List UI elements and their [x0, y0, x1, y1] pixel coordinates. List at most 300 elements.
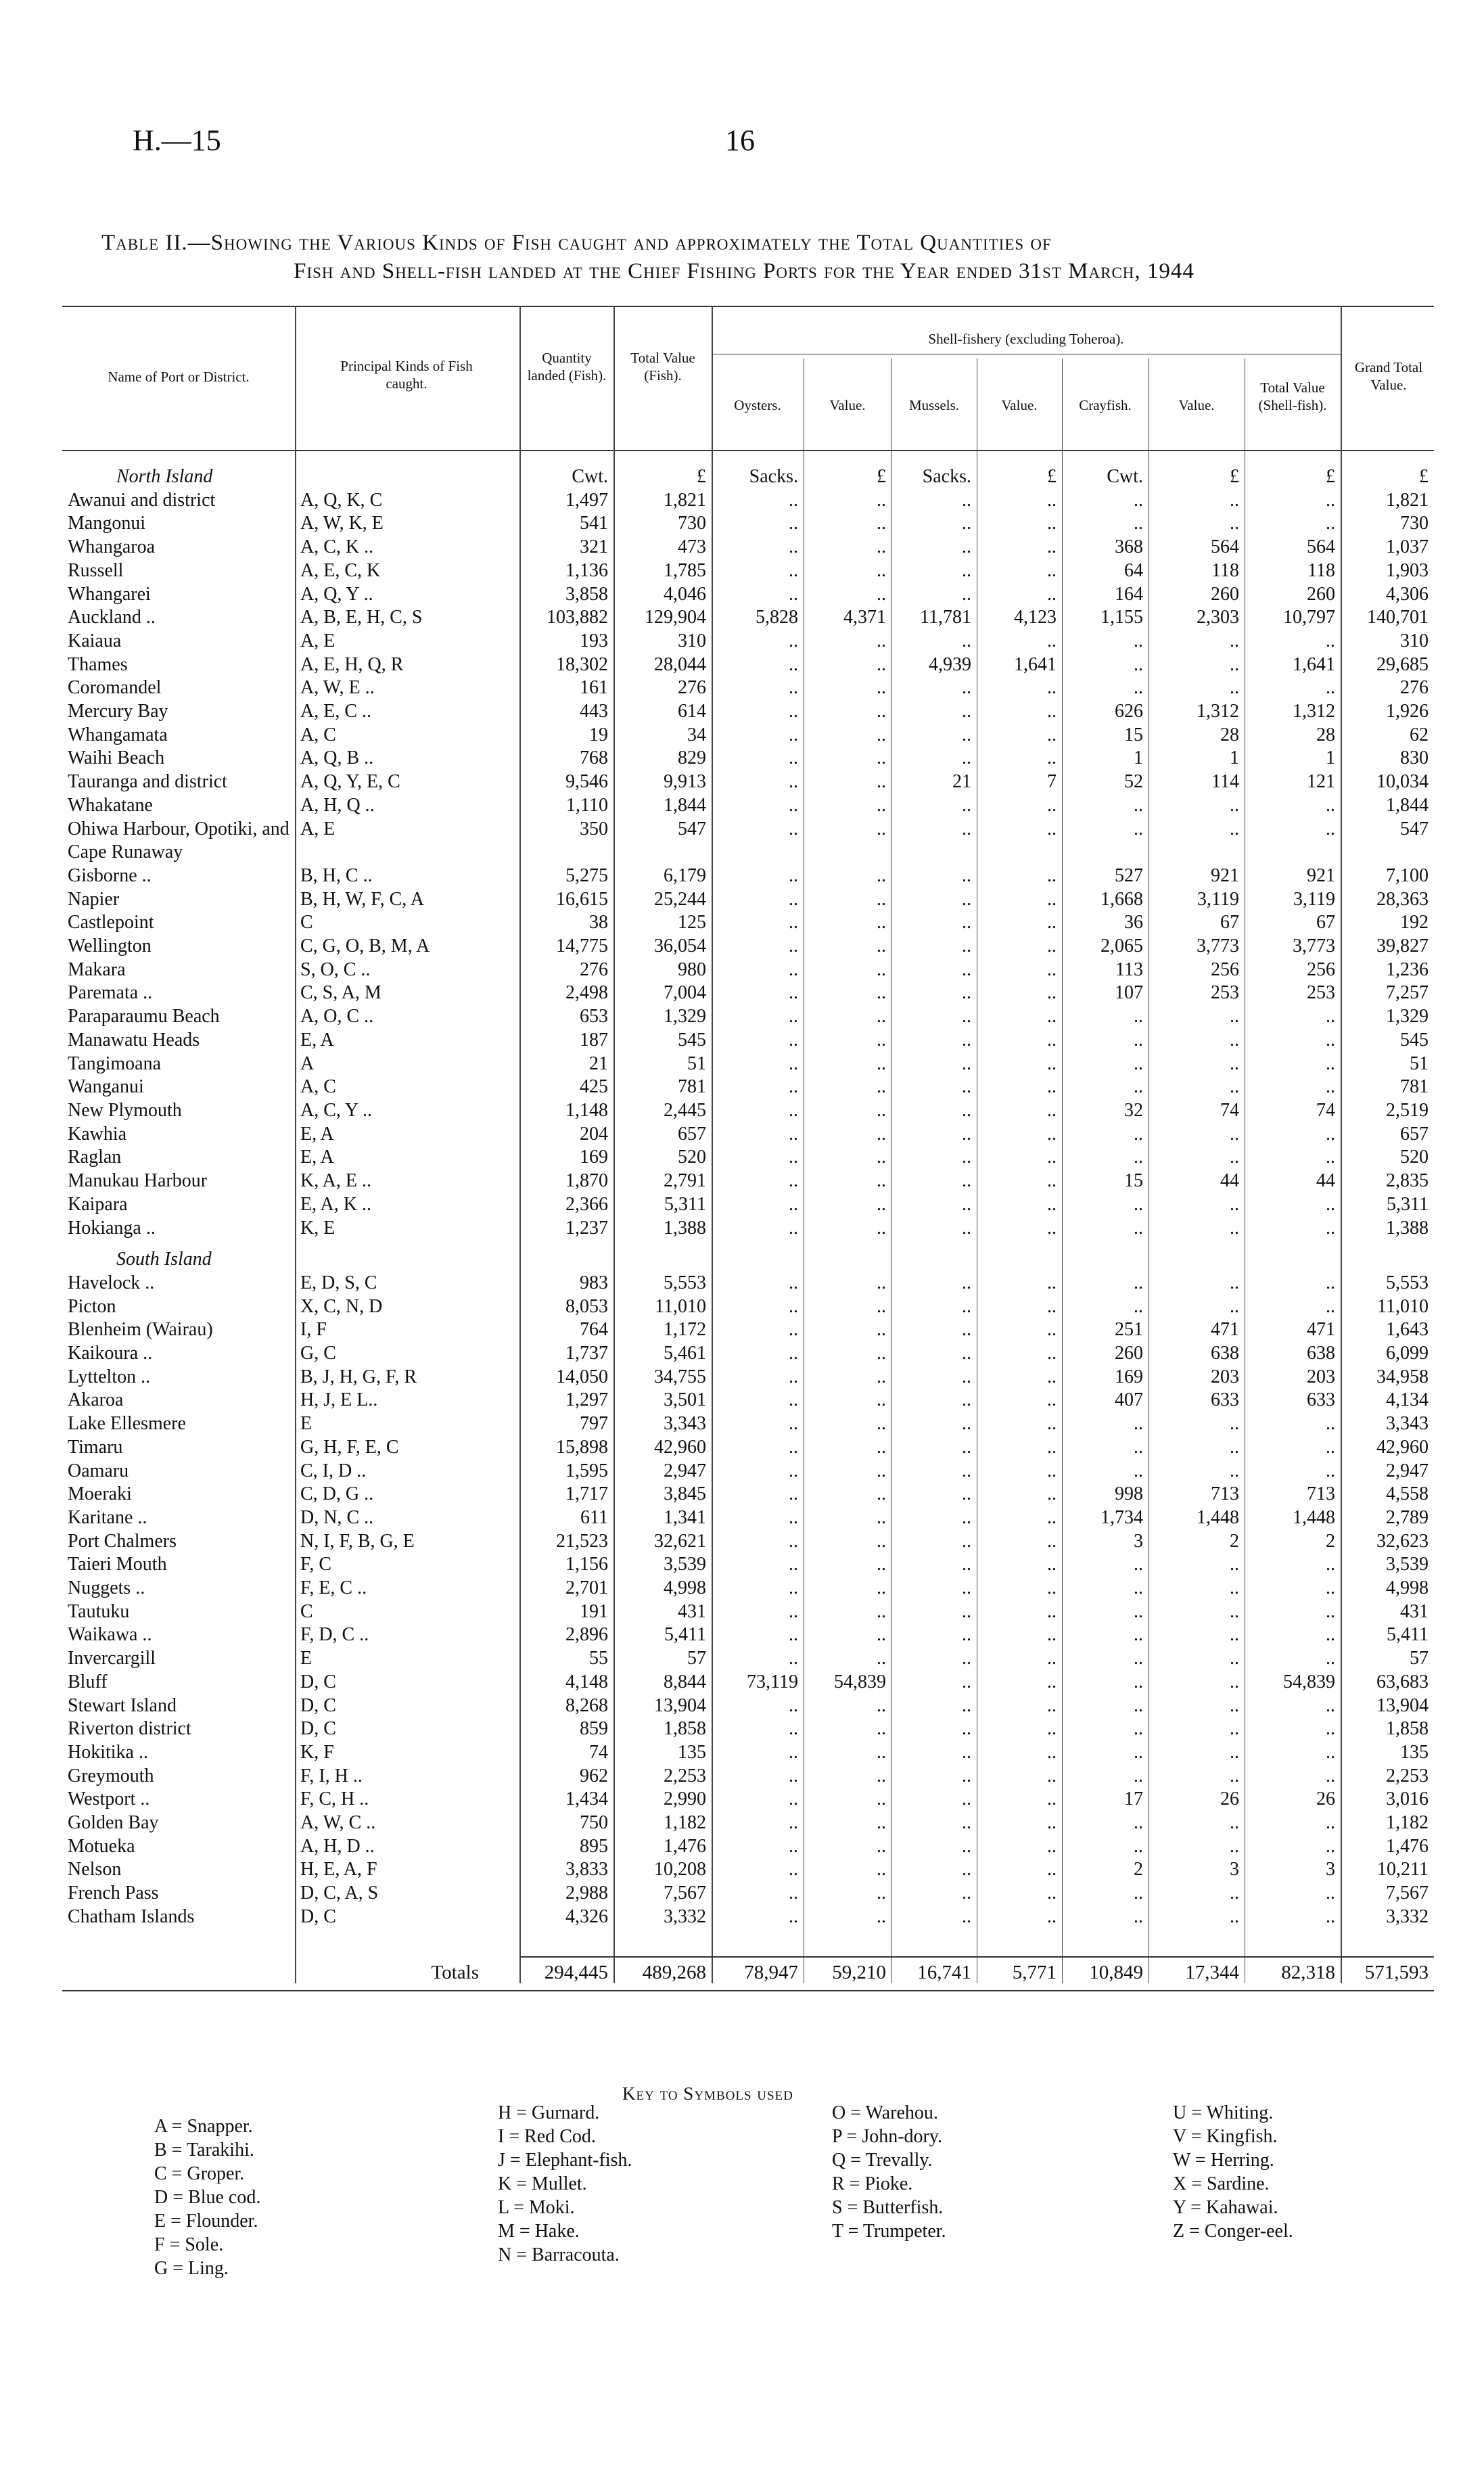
cell-mussels-value: ..	[1047, 1718, 1057, 1740]
cell-mussels: ..	[962, 724, 971, 745]
cell-crayfish: ..	[1134, 1671, 1143, 1692]
cell-shellfish-total: 74	[1316, 1099, 1335, 1121]
cell-oysters: ..	[789, 1006, 798, 1027]
cell-shellfish-total: ..	[1326, 1883, 1335, 1904]
cell-mussels: ..	[962, 1859, 971, 1880]
cell-oysters-value: ..	[877, 1272, 886, 1293]
cell-shellfish-total: 260	[1307, 583, 1335, 605]
cell-crayfish-value: ..	[1230, 1460, 1239, 1481]
cell-kinds: F, E, C ..	[300, 1577, 367, 1599]
cell-kinds: K, F	[300, 1741, 334, 1763]
table-row	[62, 1694, 1434, 1718]
cell-crayfish-value: ..	[1230, 1577, 1239, 1599]
cell-value-fish: 129,904	[645, 607, 706, 628]
cell-crayfish: 15	[1124, 1170, 1143, 1192]
cell-oysters: ..	[789, 1295, 798, 1317]
cell-crayfish: ..	[1134, 1741, 1143, 1763]
unit-label: £	[1326, 466, 1335, 487]
cell-oysters-value: ..	[877, 513, 886, 534]
cell-oysters: ..	[789, 1859, 798, 1880]
key-entry: Z = Conger-eel.	[1173, 2221, 1293, 2242]
cell-mussels-value: ..	[1047, 1436, 1057, 1458]
cell-port: Paraparaumu Beach	[68, 1006, 220, 1027]
cell-kinds: C, I, D ..	[300, 1460, 367, 1481]
cell-value-fish: 829	[678, 747, 706, 769]
cell-oysters-value: ..	[877, 1076, 886, 1098]
section-heading-row	[62, 1248, 1434, 1272]
cell-port: Wellington	[68, 936, 152, 957]
cell-kinds: K, A, E ..	[300, 1170, 371, 1192]
cell-kinds: E	[300, 1413, 312, 1435]
cell-mussels-value: ..	[1047, 1835, 1057, 1857]
cell-grand-total: 7,100	[1386, 864, 1429, 886]
cell-mussels: ..	[962, 1099, 971, 1121]
cell-value-fish: 5,311	[664, 1193, 706, 1215]
cell-port: Hokitika ..	[68, 1741, 148, 1763]
cell-crayfish-value: ..	[1230, 630, 1239, 651]
cell-crayfish: ..	[1134, 1053, 1143, 1074]
table-row	[62, 1366, 1434, 1389]
totals-top-rule	[519, 1956, 1434, 1958]
cell-port: Mangonui	[68, 513, 146, 534]
cell-port: Tauranga and district	[68, 771, 227, 793]
cell-mussels-value: ..	[1047, 559, 1057, 581]
cell-grand-total: 1,182	[1386, 1812, 1429, 1834]
cell-crayfish-value: 256	[1211, 959, 1239, 980]
cell-shellfish-total: 118	[1307, 559, 1335, 581]
key-entry: Y = Kahawai.	[1173, 2197, 1278, 2218]
cell-value-fish: 1,182	[664, 1812, 706, 1834]
cell-grand-total: 1,476	[1386, 1835, 1429, 1857]
table-row	[62, 1553, 1434, 1577]
cell-kinds: N, I, F, B, G, E	[300, 1530, 415, 1552]
cell-mussels-value: ..	[1047, 1788, 1057, 1810]
cell-value-fish: 5,553	[664, 1272, 706, 1293]
cell-crayfish-value: 203	[1211, 1366, 1239, 1387]
cell-oysters-value: ..	[877, 1859, 886, 1880]
cell-quantity: 2,498	[565, 982, 608, 1004]
cell-value-fish: 42,960	[654, 1436, 706, 1458]
cell-crayfish-value: 564	[1211, 536, 1239, 558]
cell-kinds: A, E	[300, 630, 335, 651]
unit-label: Cwt.	[572, 466, 608, 487]
cell-crayfish-value: ..	[1230, 1217, 1239, 1239]
cell-kinds: D, N, C ..	[300, 1506, 374, 1528]
cell-quantity: 859	[580, 1718, 608, 1740]
cell-grand-total: 2,253	[1386, 1765, 1429, 1786]
cell-mussels-value: ..	[1047, 1053, 1057, 1074]
cell-port: Kawhia	[68, 1123, 127, 1145]
cell-kinds: A, B, E, H, C, S	[300, 607, 423, 628]
cell-kinds: D, C, A, S	[300, 1883, 379, 1904]
cell-grand-total: 3,343	[1386, 1413, 1429, 1435]
cell-oysters-value: ..	[877, 1217, 886, 1239]
cell-oysters-value: ..	[877, 630, 886, 651]
cell-mussels-value: ..	[1047, 1076, 1057, 1098]
cell-crayfish: 169	[1115, 1366, 1143, 1387]
cell-value-fish: 13,904	[654, 1694, 706, 1716]
key-entry: N = Barracouta.	[498, 2244, 620, 2265]
cell-shellfish-total: ..	[1326, 1600, 1335, 1622]
table-row	[62, 1741, 1434, 1765]
cell-mussels-value: ..	[1047, 1123, 1057, 1145]
cell-mussels: ..	[962, 1835, 971, 1857]
cell-quantity: 4,326	[565, 1906, 608, 1927]
cell-kinds: G, H, F, E, C	[300, 1436, 399, 1458]
cell-shellfish-total: ..	[1326, 1554, 1335, 1575]
unit-label: £	[1230, 466, 1239, 487]
cell-quantity: 1,110	[566, 794, 608, 816]
cell-oysters: ..	[789, 1343, 798, 1364]
cell-mussels: ..	[962, 1436, 971, 1458]
cell-value-fish: 1,388	[664, 1217, 706, 1239]
cell-mussels-value: ..	[1047, 1765, 1057, 1786]
cell-kinds: C, D, G ..	[300, 1483, 374, 1505]
cell-value-fish: 1,476	[664, 1835, 706, 1857]
cell-oysters: ..	[789, 747, 798, 769]
cell-oysters: ..	[789, 959, 798, 980]
cell-crayfish: ..	[1134, 1029, 1143, 1050]
cell-crayfish-value: 713	[1211, 1483, 1239, 1505]
cell-crayfish: 998	[1115, 1483, 1143, 1505]
cell-shellfish-total: 44	[1316, 1170, 1335, 1192]
unit-label: £	[1047, 466, 1057, 487]
cell-oysters-value: 4,371	[843, 607, 886, 628]
cell-oysters-value: ..	[877, 1413, 886, 1435]
cell-crayfish: ..	[1134, 653, 1143, 675]
cell-grand-total: 1,926	[1386, 701, 1429, 722]
cell-grand-total: 1,903	[1386, 559, 1429, 581]
cell-value-fish: 34	[687, 724, 706, 745]
cell-port: Blenheim (Wairau)	[68, 1319, 213, 1341]
cell-oysters-value: ..	[877, 1812, 886, 1834]
cell-port: Taieri Mouth	[68, 1554, 167, 1575]
cell-oysters-value: ..	[877, 747, 886, 769]
total-oysters-value: 59,210	[832, 1962, 886, 1983]
cell-grand-total: 28,363	[1376, 888, 1429, 910]
cell-quantity: 1,737	[565, 1343, 608, 1364]
cell-oysters: ..	[789, 1812, 798, 1834]
key-entry: S = Butterfish.	[832, 2197, 944, 2218]
cell-oysters: ..	[789, 677, 798, 699]
cell-crayfish: ..	[1134, 513, 1143, 534]
cell-mussels-value: ..	[1047, 1577, 1057, 1599]
cell-quantity: 1,136	[565, 559, 608, 581]
cell-oysters-value: ..	[877, 888, 886, 910]
cell-port: Coromandel	[68, 677, 162, 699]
cell-oysters: ..	[789, 1147, 798, 1168]
cell-mussels: ..	[962, 559, 971, 581]
cell-grand-total: 1,037	[1386, 536, 1429, 558]
cell-mussels-value: ..	[1047, 1193, 1057, 1215]
cell-kinds: C	[300, 1600, 313, 1622]
cell-quantity: 4,148	[565, 1671, 608, 1692]
key-entry: L = Moki.	[498, 2197, 575, 2218]
cell-grand-total: 1,388	[1386, 1217, 1429, 1239]
cell-shellfish-total: 1	[1326, 747, 1335, 769]
cell-kinds: D, C	[300, 1718, 336, 1740]
cell-mussels-value: ..	[1047, 1029, 1057, 1050]
cell-oysters: 73,119	[747, 1671, 798, 1692]
cell-shellfish-total: ..	[1326, 1217, 1335, 1239]
cell-mussels: ..	[962, 1170, 971, 1192]
cell-quantity: 18,302	[556, 653, 608, 675]
cell-crayfish: ..	[1134, 818, 1143, 839]
cell-shellfish-total: ..	[1326, 1906, 1335, 1927]
cell-crayfish-value: 3,119	[1197, 888, 1239, 910]
cell-value-fish: 730	[678, 513, 706, 534]
cell-value-fish: 135	[678, 1741, 706, 1763]
cell-grand-total: 3,539	[1386, 1554, 1429, 1575]
cell-port: Waikawa ..	[68, 1624, 152, 1646]
cell-kinds: H, E, A, F	[300, 1859, 377, 1880]
key-entry: H = Gurnard.	[498, 2102, 600, 2123]
cell-value-fish: 25,244	[654, 888, 706, 910]
cell-crayfish-value: 3,773	[1197, 936, 1239, 957]
table-row	[62, 1005, 1434, 1029]
section-heading: North Island	[116, 466, 213, 487]
table-row	[62, 512, 1434, 536]
cell-port: Akaroa	[68, 1389, 124, 1411]
cell-quantity: 19	[589, 724, 608, 745]
cell-port: Stewart Island	[68, 1694, 177, 1716]
cell-mussels: ..	[962, 888, 971, 910]
cell-grand-total: 39,827	[1376, 936, 1429, 957]
cell-port: Whangaroa	[68, 536, 156, 558]
cell-port: Gisborne ..	[68, 864, 152, 886]
cell-shellfish-total: ..	[1326, 1577, 1335, 1599]
cell-shellfish-total: ..	[1326, 1765, 1335, 1786]
total-mussels-value: 5,771	[1012, 1962, 1057, 1983]
key-column-4	[1173, 2101, 1293, 2243]
cell-kinds: A, Q, Y ..	[300, 583, 373, 605]
cell-crayfish: ..	[1134, 1193, 1143, 1215]
cell-value-fish: 4,998	[664, 1577, 706, 1599]
cell-mussels-value: ..	[1047, 1343, 1057, 1364]
table-row	[62, 1029, 1434, 1053]
table-row	[62, 1053, 1434, 1076]
cell-grand-total: 5,311	[1387, 1193, 1429, 1215]
cell-grand-total: 730	[1400, 513, 1429, 534]
cell-quantity: 74	[589, 1741, 608, 1763]
section-spacer	[62, 1240, 1434, 1248]
cell-oysters: ..	[789, 1053, 798, 1074]
cell-oysters-value: ..	[877, 1436, 886, 1458]
cell-mussels: ..	[962, 982, 971, 1004]
cell-shellfish-total: 2	[1326, 1530, 1335, 1552]
cell-grand-total: 520	[1400, 1147, 1429, 1168]
cell-mussels: ..	[962, 1554, 971, 1575]
cell-crayfish-value: ..	[1230, 1835, 1239, 1857]
cell-mussels-value: ..	[1047, 1671, 1057, 1692]
cell-value-fish: 34,755	[654, 1366, 706, 1387]
cell-kinds: C, G, O, B, M, A	[300, 936, 430, 957]
cell-shellfish-total: 253	[1307, 982, 1335, 1004]
cell-crayfish-value: ..	[1230, 818, 1239, 839]
cell-value-fish: 36,054	[654, 936, 706, 957]
cell-crayfish-value: 1	[1230, 747, 1239, 769]
table-row	[62, 1389, 1434, 1412]
table-row	[62, 935, 1434, 959]
cell-mussels-value: ..	[1047, 1295, 1057, 1317]
cell-oysters: ..	[789, 583, 798, 605]
cell-value-fish: 1,785	[664, 559, 706, 581]
cell-mussels: ..	[962, 630, 971, 651]
cell-shellfish-total: ..	[1326, 1436, 1335, 1458]
cell-value-fish: 980	[678, 959, 706, 980]
key-entry: T = Trumpeter.	[832, 2221, 946, 2242]
cell-grand-total: 57	[1410, 1648, 1429, 1669]
cell-kinds: E, A	[300, 1147, 334, 1168]
cell-quantity: 8,053	[565, 1295, 608, 1317]
cell-crayfish-value: 67	[1220, 912, 1239, 933]
cell-crayfish: ..	[1134, 1413, 1143, 1435]
cell-kinds: F, D, C ..	[300, 1624, 369, 1646]
key-title: Key to Symbols used	[622, 2083, 793, 2104]
cell-oysters-value: ..	[877, 489, 886, 511]
cell-grand-total: 4,558	[1386, 1483, 1429, 1505]
cell-grand-total: 431	[1400, 1600, 1429, 1622]
cell-oysters: ..	[789, 1906, 798, 1927]
cell-quantity: 1,870	[565, 1170, 608, 1192]
cell-crayfish-value: ..	[1230, 1694, 1239, 1716]
cell-mussels-value: ..	[1047, 724, 1057, 745]
cell-value-fish: 1,329	[664, 1006, 706, 1027]
key-entry: V = Kingfish.	[1173, 2126, 1278, 2147]
table-row	[62, 1858, 1434, 1882]
title-line-1: Table II.—Showing the Various Kinds of Fish caught and approximately the Total Quantities of	[101, 231, 1052, 255]
cell-oysters-value: ..	[877, 1147, 886, 1168]
cell-mussels-value: ..	[1047, 818, 1057, 839]
cell-oysters: ..	[789, 630, 798, 651]
cell-shellfish-total: ..	[1326, 1193, 1335, 1215]
cell-grand-total: 63,683	[1376, 1671, 1429, 1692]
cell-mussels: ..	[962, 1883, 971, 1904]
cell-port: Timaru	[68, 1436, 123, 1458]
cell-quantity: 21,523	[556, 1530, 608, 1552]
cell-kinds: A, C	[300, 724, 336, 745]
cell-crayfish: 17	[1124, 1788, 1143, 1810]
cell-crayfish-value: ..	[1230, 1076, 1239, 1098]
cell-shellfish-total: ..	[1326, 1718, 1335, 1740]
cell-quantity: 21	[589, 1053, 608, 1074]
cell-crayfish: 2	[1134, 1859, 1143, 1880]
table-row	[62, 1123, 1434, 1147]
cell-crayfish: 164	[1115, 583, 1143, 605]
cell-quantity: 8,268	[565, 1694, 608, 1716]
cell-oysters-value: ..	[877, 1389, 886, 1411]
cell-port: French Pass	[68, 1883, 159, 1904]
cell-oysters-value: ..	[877, 1193, 886, 1215]
table-row	[62, 1146, 1434, 1170]
cell-mussels-value: ..	[1047, 888, 1057, 910]
cell-crayfish: ..	[1134, 1436, 1143, 1458]
cell-oysters-value: ..	[877, 1788, 886, 1810]
cell-mussels-value: ..	[1047, 1483, 1057, 1505]
cell-kinds: B, J, H, G, F, R	[300, 1366, 417, 1387]
cell-mussels: 11,781	[920, 607, 971, 628]
cell-oysters-value: ..	[877, 583, 886, 605]
cell-kinds: E	[300, 1648, 312, 1669]
cell-mussels-value: ..	[1047, 513, 1057, 534]
cell-value-fish: 3,501	[664, 1389, 706, 1411]
title-line-2: Fish and Shell-fish landed at the Chief Fishing Ports for the Year ended 31st March, 1944	[294, 259, 1195, 283]
key-entry: B = Tarakihi.	[154, 2140, 254, 2161]
key-entry: A = Snapper.	[154, 2116, 253, 2137]
cell-mussels: ..	[962, 1006, 971, 1027]
table-row	[62, 1483, 1434, 1506]
cell-oysters: ..	[789, 489, 798, 511]
cell-crayfish: ..	[1134, 1147, 1143, 1168]
header-mussels: Mussels.	[908, 397, 960, 413]
cell-oysters: ..	[789, 1483, 798, 1505]
total-oysters: 78,947	[744, 1962, 798, 1983]
cell-oysters: ..	[789, 912, 798, 933]
cell-oysters: ..	[789, 1600, 798, 1622]
cell-value-fish: 7,004	[664, 982, 706, 1004]
cell-mussels-value: ..	[1047, 1530, 1057, 1552]
cell-value-fish: 4,046	[664, 583, 706, 605]
cell-kinds: D, C	[300, 1671, 336, 1692]
cell-crayfish: ..	[1134, 1460, 1143, 1481]
cell-shellfish-total: ..	[1326, 630, 1335, 651]
cell-oysters-value: ..	[877, 1319, 886, 1341]
cell-kinds: F, C, H ..	[300, 1788, 369, 1810]
cell-kinds: D, C	[300, 1694, 336, 1716]
cell-mussels-value: ..	[1047, 1006, 1057, 1027]
table-row	[62, 911, 1434, 935]
cell-quantity: 193	[580, 630, 608, 651]
cell-oysters: ..	[789, 1554, 798, 1575]
cell-mussels: ..	[962, 677, 971, 699]
cell-quantity: 1,717	[565, 1483, 608, 1505]
total-value-fish: 489,268	[642, 1962, 706, 1983]
section-heading: South Island	[116, 1249, 212, 1270]
cell-crayfish: ..	[1134, 1006, 1143, 1027]
cell-oysters-value: ..	[877, 1483, 886, 1505]
cell-quantity: 1,595	[565, 1460, 608, 1481]
cell-oysters: ..	[789, 1413, 798, 1435]
cell-shellfish-total: 471	[1307, 1319, 1335, 1341]
cell-shellfish-total: ..	[1326, 1460, 1335, 1481]
table-row	[62, 1460, 1434, 1483]
cell-mussels-value: ..	[1047, 1906, 1057, 1927]
cell-value-fish: 2,253	[664, 1765, 706, 1786]
cell-oysters: ..	[789, 1123, 798, 1145]
table-row	[62, 630, 1434, 653]
cell-crayfish: ..	[1134, 1600, 1143, 1622]
cell-port: Whakatane	[68, 794, 153, 816]
cell-oysters: ..	[789, 1835, 798, 1857]
cell-mussels: ..	[962, 936, 971, 957]
cell-value-fish: 657	[678, 1123, 706, 1145]
cell-mussels-value: ..	[1047, 1460, 1057, 1481]
cell-kinds: F, I, H ..	[300, 1765, 363, 1786]
cell-quantity: 161	[580, 677, 608, 699]
cell-shellfish-total: ..	[1326, 1624, 1335, 1646]
cell-shellfish-total: 121	[1307, 771, 1335, 793]
cell-grand-total: 51	[1410, 1053, 1429, 1074]
unit-label: Sacks.	[749, 466, 798, 487]
cell-kinds: A, E	[300, 818, 335, 839]
cell-crayfish-value: 74	[1220, 1099, 1239, 1121]
cell-oysters: ..	[789, 701, 798, 722]
cell-kinds: C, S, A, M	[300, 982, 381, 1004]
table-row	[62, 1076, 1434, 1099]
cell-value-fish: 1,821	[664, 489, 706, 511]
cell-shellfish-total: ..	[1326, 677, 1335, 699]
cell-shellfish-total: ..	[1326, 1295, 1335, 1317]
